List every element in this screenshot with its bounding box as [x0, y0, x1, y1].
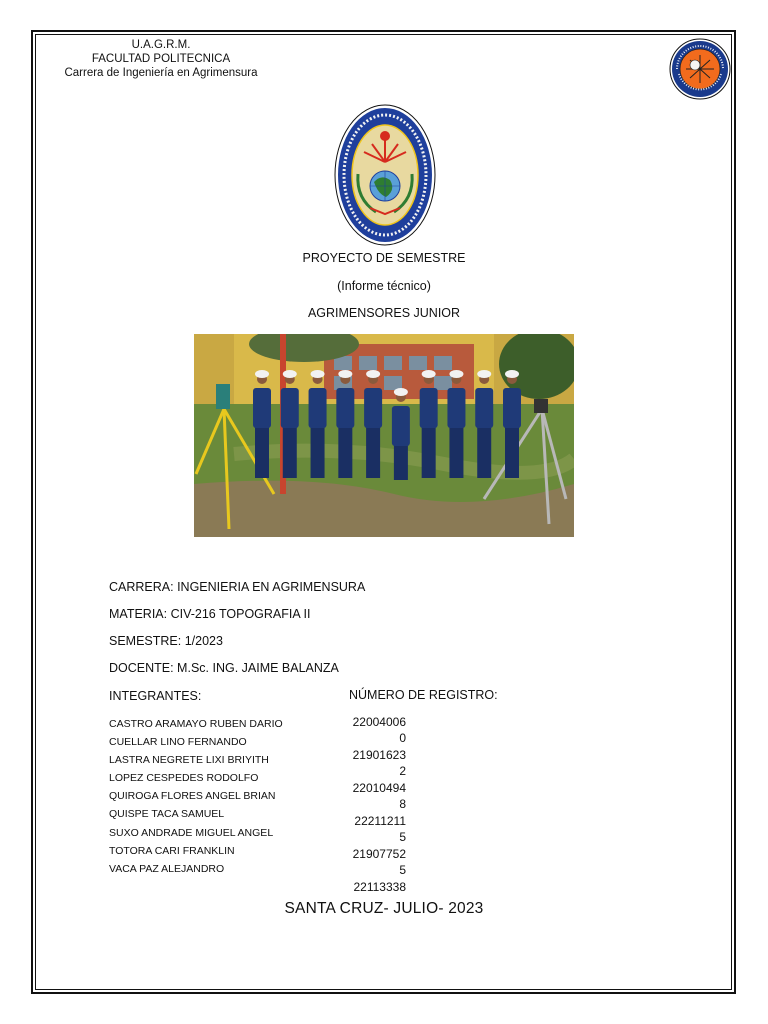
subject-field: MATERIA: CIV-216 TOPOGRAFIA II — [109, 607, 311, 621]
registry-number: 21901623 — [352, 748, 406, 762]
registry-header: NÚMERO DE REGISTRO: — [349, 688, 498, 702]
member-name: CASTRO ARAMAYO RUBEN DARIO — [109, 718, 283, 730]
report-type: (Informe técnico) — [337, 279, 431, 293]
registry-number: 2 — [399, 764, 406, 778]
member-name: QUIROGA FLORES ANGEL BRIAN — [109, 790, 276, 802]
member-name: SUXO ANDRADE MIGUEL ANGEL — [109, 827, 274, 839]
member-name: LASTRA NEGRETE LIXI BRIYITH — [109, 754, 269, 766]
member-name: QUISPE TACA SAMUEL — [109, 808, 225, 820]
member-name: VACA PAZ ALEJANDRO — [109, 863, 225, 875]
career-name: Carrera de Ingeniería en Agrimensura — [64, 67, 258, 79]
project-title: PROYECTO DE SEMESTRE — [302, 251, 466, 265]
member-name: TOTORA CARI FRANKLIN — [109, 845, 235, 857]
registry-number: 5 — [399, 863, 406, 877]
registry-number: 22004006 — [352, 715, 406, 729]
university-emblem-logo — [334, 104, 436, 246]
university-name: U.A.G.R.M. — [131, 39, 191, 51]
registry-number: 22010494 — [352, 781, 406, 795]
instructor-field: DOCENTE: M.Sc. ING. JAIME BALANZA — [109, 661, 339, 675]
career-field: CARRERA: INGENIERIA EN AGRIMENSURA — [109, 580, 366, 594]
location-date: SANTA CRUZ- JULIO- 2023 — [284, 900, 484, 917]
registry-number: 8 — [399, 797, 406, 811]
registry-number: 21907752 — [352, 847, 406, 861]
faculty-name: FACULTAD POLITECNICA — [91, 53, 231, 65]
registry-number: 0 — [399, 731, 406, 745]
institution-header — [54, 38, 268, 80]
registry-number: 5 — [399, 830, 406, 844]
member-name: CUELLAR LINO FERNANDO — [109, 736, 247, 748]
semester-field: SEMESTRE: 1/2023 — [109, 634, 223, 648]
registry-number: 22113338 — [353, 880, 406, 894]
member-name: LOPEZ CESPEDES RODOLFO — [109, 772, 259, 784]
registry-number: 22211211 — [354, 814, 406, 828]
career-seal-logo — [669, 38, 731, 100]
group-photo — [194, 334, 574, 537]
group-name: AGRIMENSORES JUNIOR — [307, 306, 461, 320]
members-header: INTEGRANTES: — [109, 689, 202, 703]
